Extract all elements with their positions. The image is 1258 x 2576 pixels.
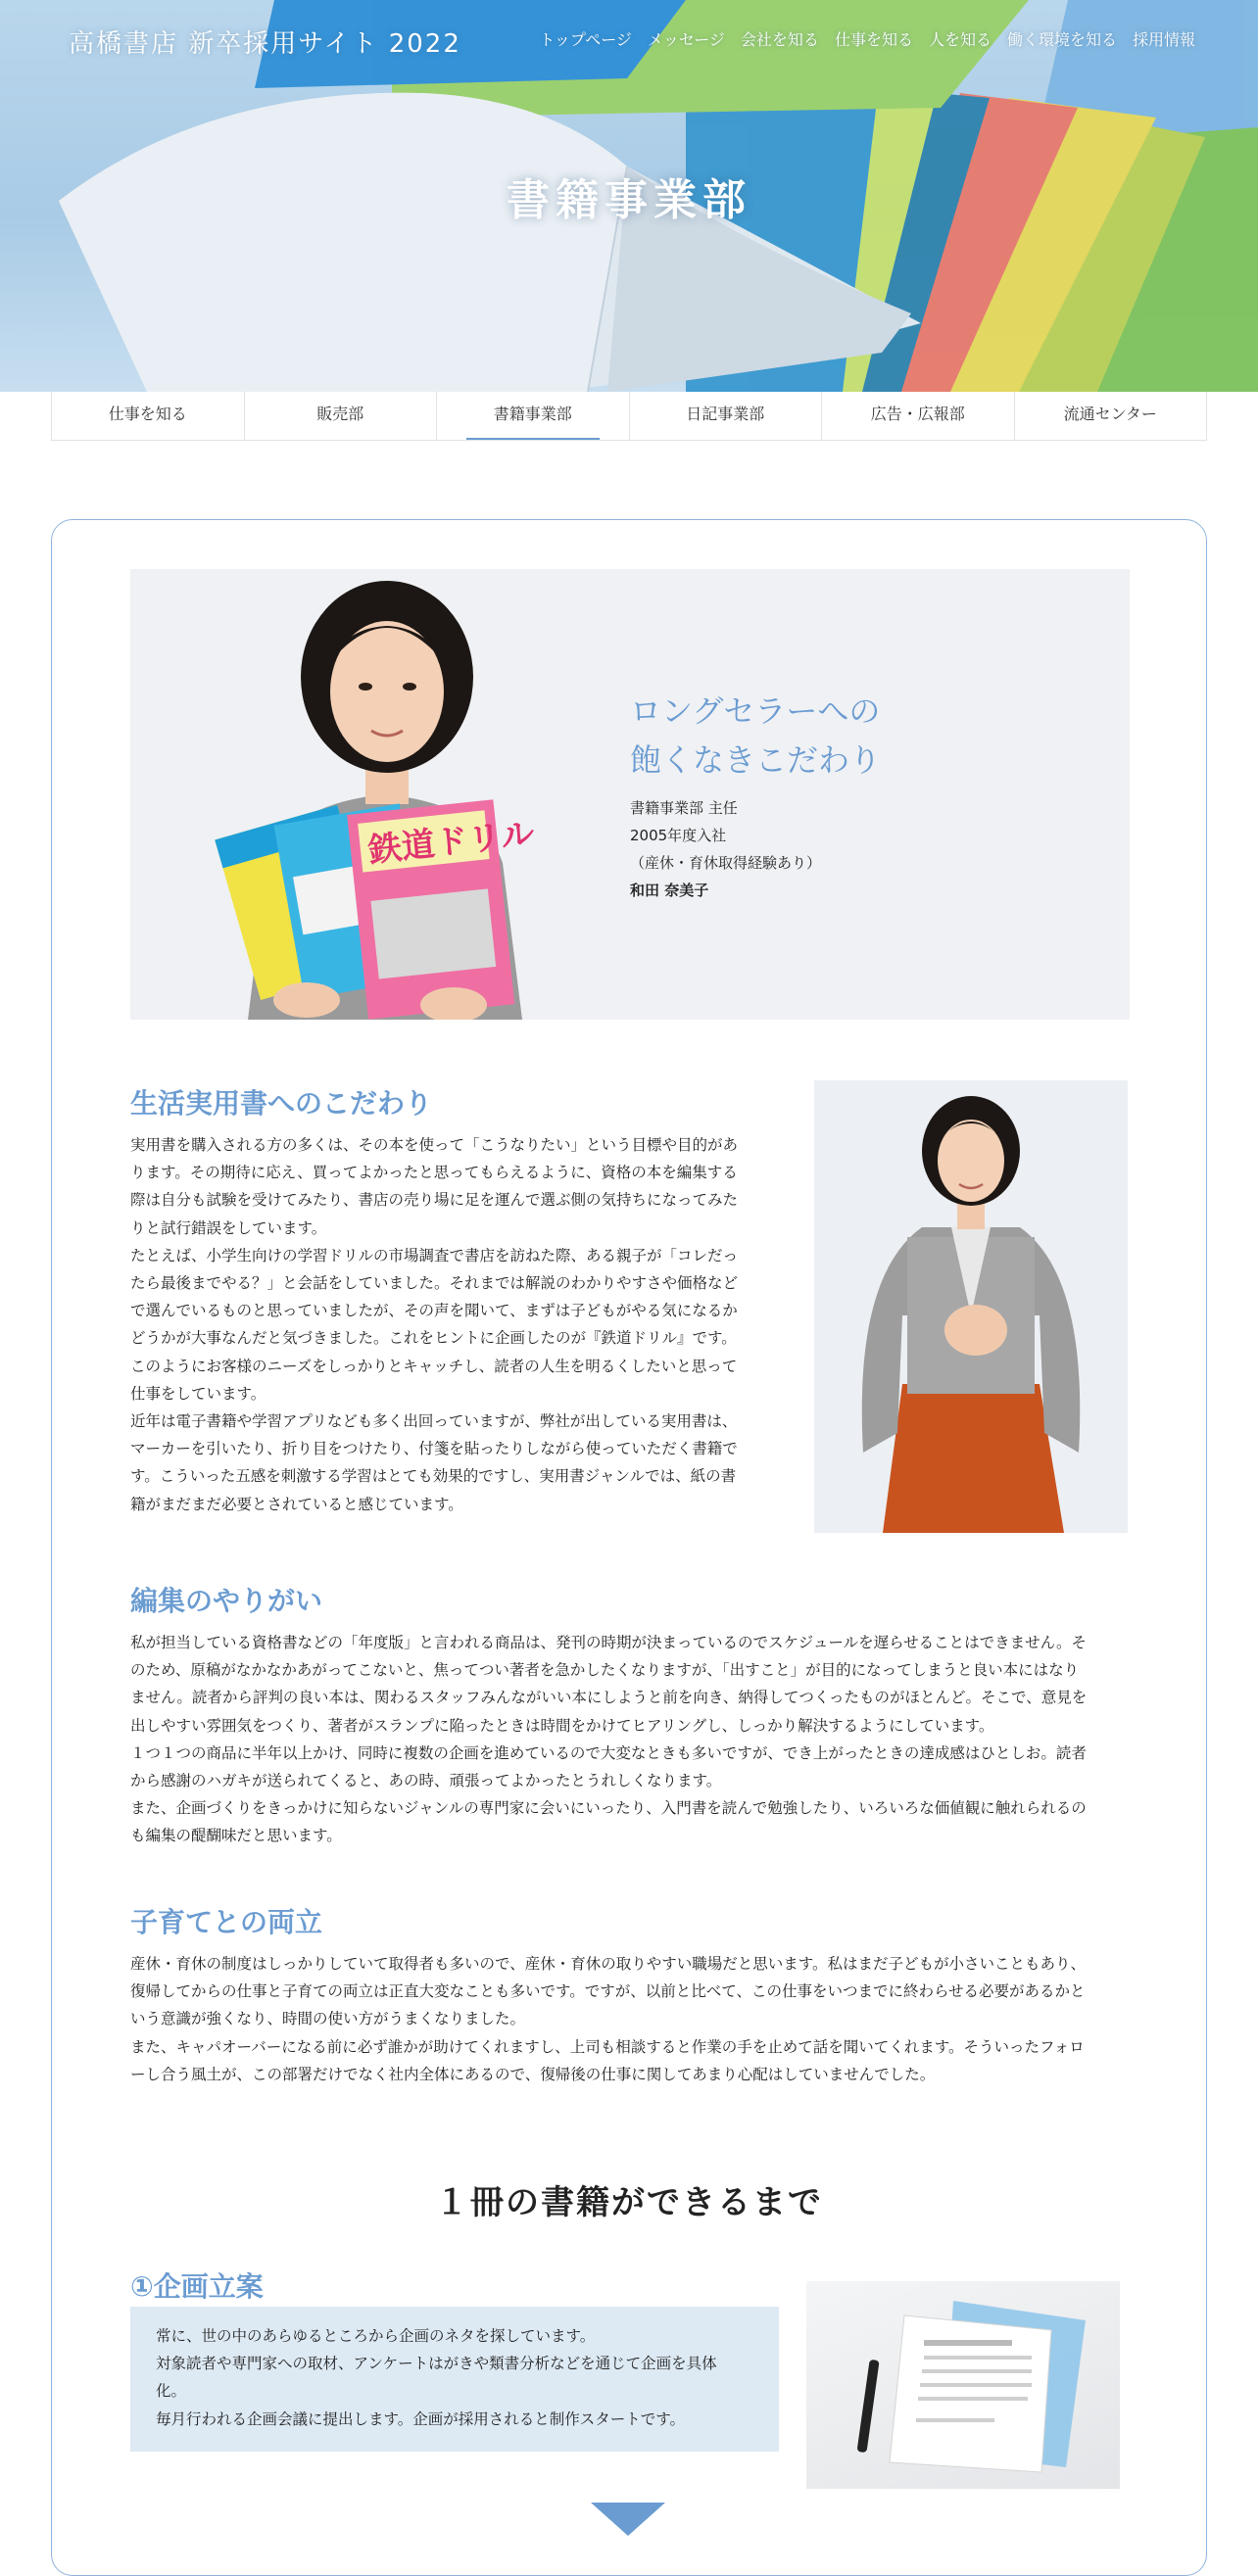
person-photo-holding-books xyxy=(209,569,581,1020)
text-line: 私が担当している資格書などの「年度版」と言われる商品は、発刊の時期が決まっているのでスケジュールを遅らせることはできません。そ xyxy=(130,1634,1088,1651)
text-line: ります。その期待に応え、買ってよかったと思ってもらえるように、資格の本を編集する xyxy=(130,1164,738,1182)
book-cover-title: 鉄道ドリル xyxy=(366,814,537,871)
global-nav xyxy=(539,27,1195,50)
text-line: 復帰してからの仕事と子育ての両立は正直大変なことも多いです。ですが、以前と比べて、この仕事をいつまでに終わらせる必要があるかと xyxy=(130,1982,1086,2001)
text-line: どうかが大事なんだと気づきました。これをヒントに企画したのが『鉄道ドリル』です。 xyxy=(130,1329,737,1348)
text-line: いう意識が強くなり、時間の使い方がうまくなりました。 xyxy=(130,2010,526,2028)
page-heading: 書籍事業部 xyxy=(507,175,751,225)
process-title: １冊の書籍ができるまで xyxy=(435,2183,823,2222)
sub-nav xyxy=(51,392,1207,441)
interview-card xyxy=(51,519,1207,2576)
site-title[interactable]: 高橋書店 新卒採用サイト 2022 xyxy=(69,29,461,59)
text-line: で選んでいるものと思っていましたが、その声を聞いて、まずは子どもがやる気になるか xyxy=(130,1302,738,1320)
tab-books[interactable]: 書籍事業部 xyxy=(436,392,629,440)
section-title-practical-books: 生活実用書へのこだわり xyxy=(130,1087,433,1120)
text-line: から感謝のハガキが送られてくると、あの時、頑張ってよかったとうれしくなります。 xyxy=(130,1772,722,1790)
section-body-practical-books xyxy=(130,1131,797,1518)
arrow-down-icon xyxy=(591,2503,665,2542)
text-line: 毎月行われる企画会議に提出します。企画が採用されると制作スタートです。 xyxy=(156,2409,686,2428)
nav-people[interactable]: 人を知る xyxy=(928,30,992,49)
nav-message[interactable]: メッセージ xyxy=(647,30,725,49)
text-line: また、企画づくりをきっかけに知らないジャンルの専門家に会いにいったり、入門書を読んで勉強したり、いろいろな価値観に触れられるの xyxy=(130,1799,1087,1818)
text-line: 仕事をしています。 xyxy=(130,1384,266,1403)
profile-note: （産休・育休取得経験あり） xyxy=(630,854,822,872)
text-line: りと試行錯誤をしています。 xyxy=(130,1218,327,1237)
nav-company[interactable]: 会社を知る xyxy=(740,30,819,49)
tab-work[interactable]: 仕事を知る xyxy=(51,392,244,440)
catch-copy-line-2: 飽くなきこだわり xyxy=(630,741,882,779)
profile-info xyxy=(630,794,821,904)
profile-name: 和田 奈美子 xyxy=(630,882,709,899)
nav-work[interactable]: 仕事を知る xyxy=(834,30,913,49)
text-line: このようにお客様のニーズをしっかりとキャッチし、読者の人生を明るくしたいと思って xyxy=(130,1357,738,1375)
text-line: 際は自分も試験を受けてみたり、書店の売り場に足を運んで選ぶ側の気持ちになってみた xyxy=(130,1191,739,1210)
text-line: 産休・育休の制度はしっかりしていて取得者も多いので、産休・育休の取りやすい職場だと思います。私はまだ子どもが小さいこともあり、 xyxy=(130,1955,1086,1973)
text-line: ません。読者から評判の良い本は、関わるスタッフみんながいい本にしようと前を向き、納得してつくったものがほとんど。そこで、意見を xyxy=(130,1689,1088,1707)
text-line: 近年は電子書籍や学習アプリなども多く出回っていますが、弊社が出している実用書は、 xyxy=(130,1412,738,1431)
nav-top[interactable]: トップページ xyxy=(539,30,632,49)
tab-diary[interactable]: 日記事業部 xyxy=(629,392,822,440)
profile-position: 書籍事業部 主任 xyxy=(630,799,738,817)
text-line: 出しやすい雰囲気をつくり、著者がスランプに陥ったときは時間をかけてヒアリングし、しっかり解決するようにしています。 xyxy=(130,1716,994,1735)
profile-joined: 2005年度入社 xyxy=(630,827,727,844)
tab-sales[interactable]: 販売部 xyxy=(244,392,437,440)
hero-banner xyxy=(0,0,1258,392)
section-title-parenting: 子育てとの両立 xyxy=(130,1906,323,1938)
text-line: マーカーを引いたり、折り目をつけたり、付箋を貼ったりしながら使っていただく書籍で xyxy=(130,1440,738,1458)
planning-document-photo xyxy=(806,2281,1120,2489)
tab-logistics[interactable]: 流通センター xyxy=(1014,392,1208,440)
step-title-planning: ①企画立案 xyxy=(130,2270,264,2303)
text-line: たとえば、小学生向けの学習ドリルの市場調査で書店を訪ねた際、ある親子が「コレだっ xyxy=(130,1246,739,1264)
text-line: また、キャパオーバーになる前に必ず誰かが助けてくれますし、上司も相談すると作業の手を止めて話を聞いてくれます。そういったフォロ xyxy=(130,2037,1085,2056)
nav-recruit[interactable]: 採用情報 xyxy=(1132,30,1195,49)
tab-pr[interactable]: 広告・広報部 xyxy=(821,392,1014,440)
text-line: 籍がまだまだ必要とされていると感じています。 xyxy=(130,1495,463,1513)
section-body-parenting xyxy=(130,1950,1139,2088)
text-line: 対象読者や専門家への取材、アンケートはがきや類書分析などを通じて企画を具体 xyxy=(156,2355,717,2373)
catch-copy xyxy=(630,687,881,785)
nav-environment[interactable]: 働く環境を知る xyxy=(1006,30,1117,49)
text-line: ーし合う風土が、この部署だけでなく社内全体にあるので、復帰後の仕事に関してあまり心配はしていませんでした。 xyxy=(130,2065,936,2083)
step-box-planning xyxy=(130,2307,779,2452)
text-line: 化。 xyxy=(156,2382,187,2401)
text-line: も編集の醍醐味だと思います。 xyxy=(130,1827,342,1845)
text-line: 常に、世の中のあらゆるところから企画のネタを探しています。 xyxy=(156,2327,596,2345)
section-title-editing: 編集のやりがい xyxy=(130,1585,323,1617)
section-body-editing xyxy=(130,1629,1139,1850)
person-photo-standing xyxy=(814,1080,1128,1533)
catch-copy-line-1: ロングセラーへの xyxy=(630,692,881,730)
text-line: のため、原稿がなかなかあがってこないと、焦ってつい著者を急かしたくなりますが、「出すこと」が目的になってしまうと良い本にはなり xyxy=(130,1661,1080,1680)
text-line: す。こういった五感を刺激する学習はとても効果的ですし、実用書ジャンルでは、紙の書 xyxy=(130,1467,737,1486)
text-line: 実用書を購入される方の多くは、その本を使って「こうなりたい」という目標や目的があ xyxy=(130,1136,739,1154)
profile-header xyxy=(130,569,1130,1020)
text-line: １つ１つの商品に半年以上かけ、同時に複数の企画を進めているので大変なときも多いですが、でき上がったときの達成感はひとしお。読者 xyxy=(130,1743,1087,1762)
text-line: たら最後までやる？」と会話をしていました。それまでは解説のわかりやすさや価格など xyxy=(130,1274,739,1293)
